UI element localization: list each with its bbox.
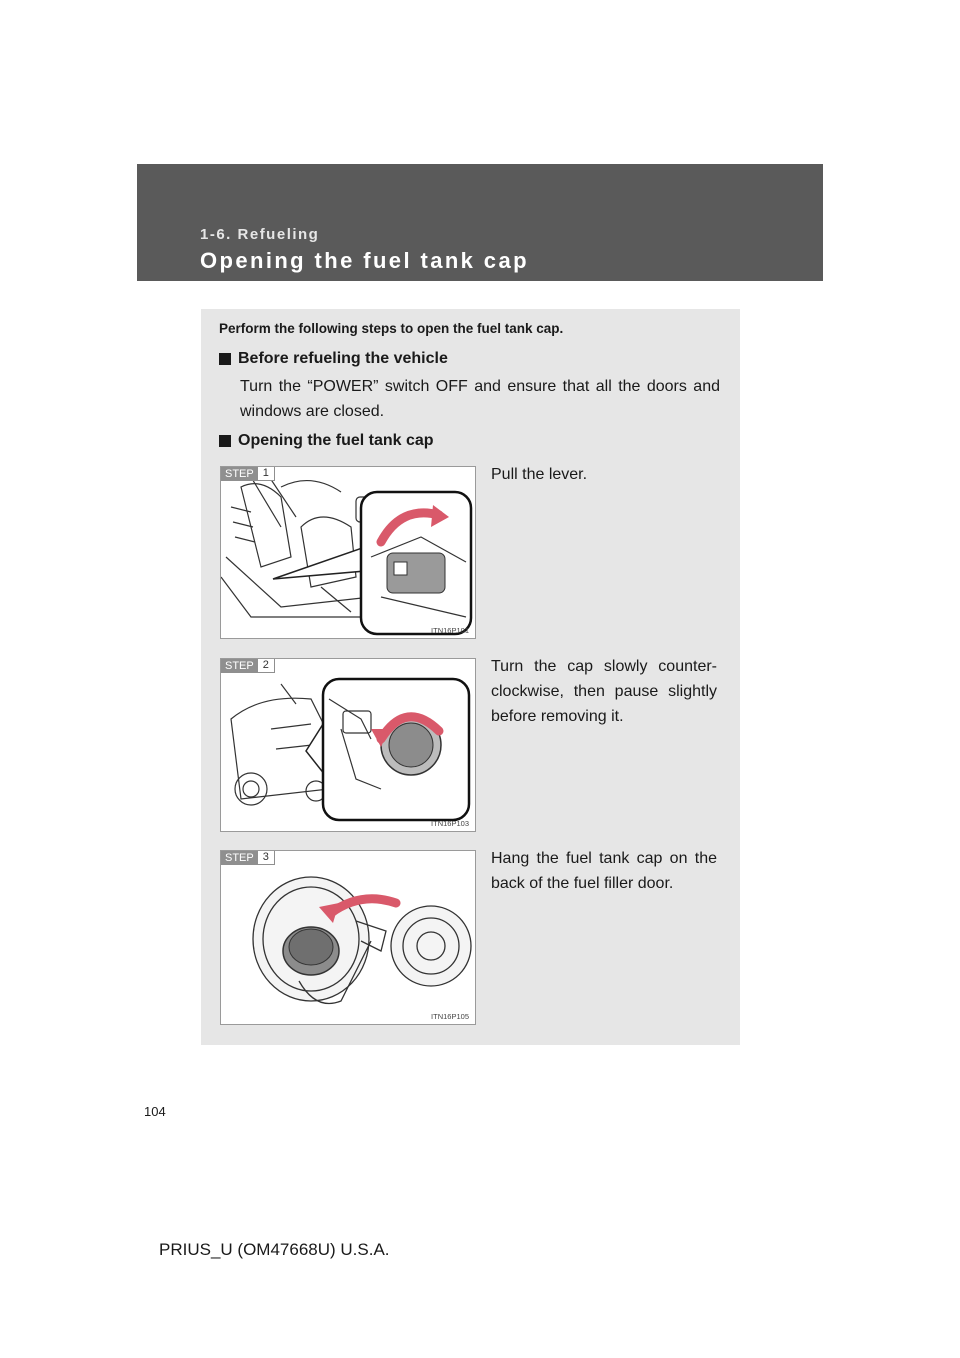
step-1-illustration [220, 466, 476, 639]
image-code: ITN16P101 [431, 626, 469, 635]
image-code: ITN16P105 [431, 1012, 469, 1021]
section-label: 1-6. Refueling [200, 226, 320, 243]
fuel-cap-turn-drawing [221, 659, 476, 832]
before-refueling-heading-text: Before refueling the vehicle [238, 350, 448, 367]
square-bullet-icon [219, 353, 231, 365]
step-2-badge: STEP 2 [221, 659, 275, 673]
before-refueling-text: Turn the “POWER” switch OFF and ensure that all the doors and windows are closed. [240, 378, 720, 420]
step-2-illustration [220, 658, 476, 832]
intro-text: Perform the following steps to open the fuel tank cap. [219, 321, 564, 336]
image-code: ITN16P103 [431, 819, 469, 828]
fuel-cap-hang-drawing [221, 851, 476, 1025]
step-3-text: Hang the fuel tank cap on the back of the fuel filler door. [491, 850, 717, 892]
step-3-illustration [220, 850, 476, 1025]
step-1-text: Pull the lever. [491, 466, 588, 483]
footer-model-code: PRIUS_U (OM47668U) U.S.A. [159, 1240, 390, 1259]
step-1-badge: STEP 1 [221, 467, 275, 481]
before-refueling-heading [219, 350, 448, 368]
page-title: Opening the fuel tank cap [200, 248, 529, 273]
chapter-header [137, 164, 823, 281]
step-2-text: Turn the cap slowly counter-clockwise, then pause slightly before removing it. [491, 658, 717, 725]
opening-cap-heading-text: Opening the fuel tank cap [238, 432, 434, 449]
step-3-badge: STEP 3 [221, 851, 275, 865]
fuel-door-opener-lever-drawing [221, 467, 476, 639]
opening-cap-heading [219, 432, 434, 450]
page-number: 104 [144, 1104, 166, 1119]
instruction-panel [201, 309, 740, 1045]
square-bullet-icon [219, 435, 231, 447]
